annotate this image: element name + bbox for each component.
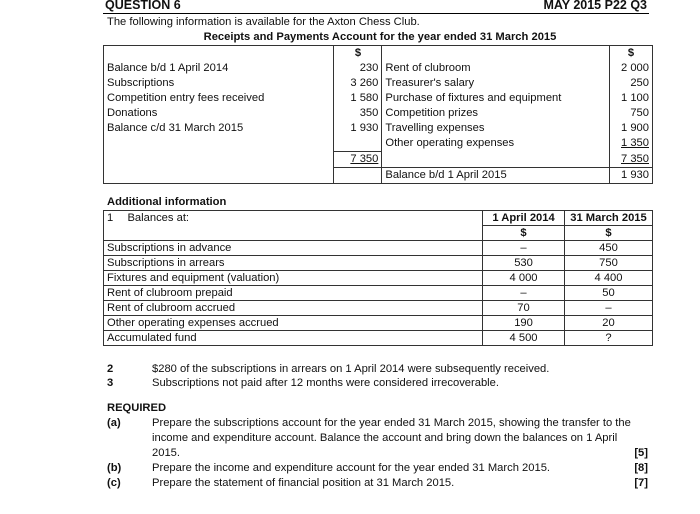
table-row [104,316,653,331]
table-row [104,256,653,271]
question-number: QUESTION 6 [105,0,181,12]
receipt-amount: 1 580 [334,91,382,106]
receipt-amount: 230 [334,61,382,76]
payment-label: Travelling expenses [382,121,610,136]
part-c-line1: Prepare the statement of financial position at 31 March 2015. [152,477,455,489]
payments-total: 7 350 [610,152,653,168]
balance-label: Subscriptions in arrears [104,256,483,271]
currency-symbol: $ [334,46,382,62]
payment-label: Competition prizes [382,106,610,121]
table-row [104,271,653,286]
balance-2015: – [565,301,653,316]
currency-symbol: $ [610,46,653,62]
payment-amount: 2 000 [610,61,653,76]
additional-info-title: Additional information [107,196,227,208]
payment-label: Rent of clubroom [382,61,610,76]
receipt-label: Balance c/d 31 March 2015 [104,121,334,136]
table-row [104,76,653,91]
balance-2015: 20 [565,316,653,331]
table-row [104,168,653,184]
balance-2014: 4 000 [483,271,565,286]
balance-2014: 190 [483,316,565,331]
balances-table [103,210,653,346]
currency-symbol: $ [565,226,653,241]
table-row [104,91,653,106]
part-a-line3: 2015. [152,447,180,459]
balance-2015: 50 [565,286,653,301]
table-row [104,226,653,241]
receipt-amount: 3 260 [334,76,382,91]
note-text: $280 of the subscriptions in arrears on 1 April 2014 were subsequently received. [152,363,550,375]
payment-amount: 1 100 [610,91,653,106]
receipt-amount: 1 930 [334,121,382,136]
payment-amount: 1 900 [610,121,653,136]
balance-2014: – [483,241,565,256]
receipt-label: Balance b/d 1 April 2014 [104,61,334,76]
balance-2015: 750 [565,256,653,271]
part-a-line1: Prepare the subscriptions account for the year ended 31 March 2015, showing the transfer to the [152,417,631,429]
table-row [104,301,653,316]
balance-2014: 530 [483,256,565,271]
balance-2014: – [483,286,565,301]
part-b-marks: [8] [634,462,648,474]
balance-2014: 70 [483,301,565,316]
part-c-label: (c) [107,477,121,489]
balance-2015: ? [565,331,653,346]
balance-2014: 4 500 [483,331,565,346]
balances-label: Balances at: [124,211,482,226]
currency-symbol: $ [483,226,565,241]
part-a-label: (a) [107,417,121,429]
note-number: 2 [107,363,114,375]
balance-label: Rent of clubroom accrued [104,301,483,316]
table-row [104,136,653,152]
table-row [104,61,653,76]
table-row [104,241,653,256]
receipts-payments-table [103,45,653,184]
note-text: Subscriptions not paid after 12 months were considered irrecoverable. [152,377,499,389]
intro-text: The following information is available for the Axton Chess Club. [107,16,420,28]
payment-amount: 750 [610,106,653,121]
table-row [104,331,653,346]
question-header [103,0,649,14]
required-title: REQUIRED [107,402,167,414]
payment-label: Treasurer's salary [382,76,610,91]
table-row [104,286,653,301]
column-header-2015: 31 March 2015 [565,211,653,226]
note-number: 3 [107,377,114,389]
receipt-label: Donations [104,106,334,121]
balance-bd-label: Balance b/d 1 April 2015 [382,168,610,184]
paper-reference: MAY 2015 P22 Q3 [543,0,647,12]
balance-label: Fixtures and equipment (valuation) [104,271,483,286]
receipt-label [104,136,334,152]
balance-2015: 450 [565,241,653,256]
part-a-marks: [5] [634,447,648,459]
payment-label: Other operating expenses [382,136,610,152]
balance-label: Subscriptions in advance [104,241,483,256]
part-b-label: (b) [107,462,122,474]
table-row [104,152,653,168]
part-a-line2: income and expenditure account. Balance the account and bring down the balances on 1 April [152,432,618,444]
balance-label: Other operating expenses accrued [104,316,483,331]
receipts-total: 7 350 [334,152,382,168]
payment-amount: 1 350 [610,136,653,152]
note-2 [107,362,657,377]
note-3 [107,376,657,391]
receipt-label: Competition entry fees received [104,91,334,106]
balance-label: Accumulated fund [104,331,483,346]
receipt-amount [334,136,382,152]
table-row [104,211,653,226]
rp-account-title: Receipts and Payments Account for the year ended 31 March 2015 [203,31,557,43]
receipt-label: Subscriptions [104,76,334,91]
table-row [104,121,653,136]
balance-label: Rent of clubroom prepaid [104,286,483,301]
payment-amount: 250 [610,76,653,91]
payment-label: Purchase of fixtures and equipment [382,91,610,106]
part-c-marks: [7] [634,477,648,489]
table-row [104,46,653,62]
receipt-amount: 350 [334,106,382,121]
part-b-line1: Prepare the income and expenditure account for the year ended 31 March 2015. [152,462,551,474]
balance-bd-amount: 1 930 [610,168,653,184]
table-row [104,106,653,121]
column-header-2014: 1 April 2014 [483,211,565,226]
balance-2015: 4 400 [565,271,653,286]
item-number: 1 [104,211,125,226]
